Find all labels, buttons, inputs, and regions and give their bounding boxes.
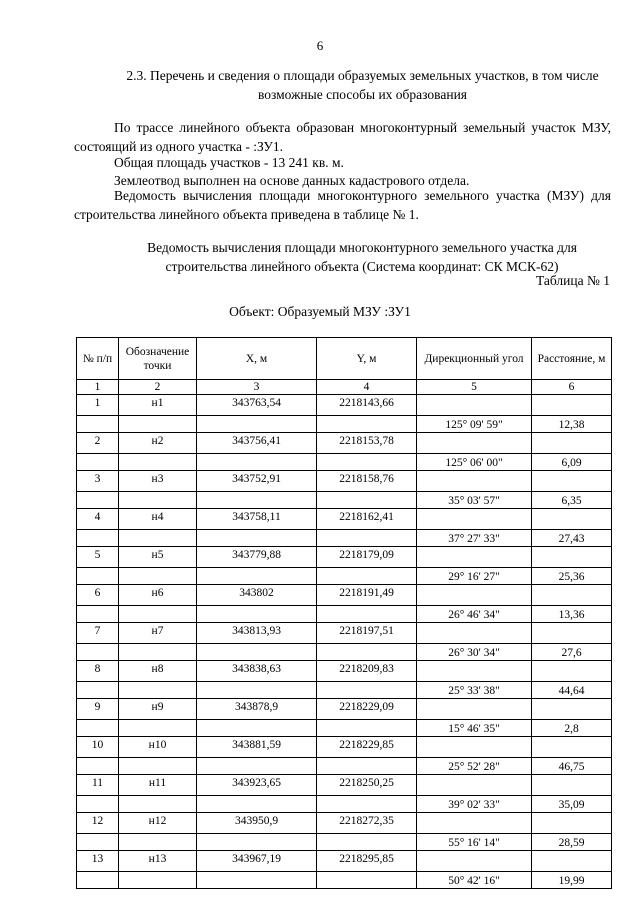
point-index: 2 [77, 433, 119, 454]
empty-cell [417, 509, 532, 530]
segment-distance: 13,36 [532, 606, 612, 623]
empty-cell [532, 813, 612, 834]
empty-cell [197, 606, 317, 623]
segment-row [77, 872, 612, 889]
empty-cell [317, 530, 417, 547]
segment-angle: 125° 09' 59" [417, 416, 532, 433]
empty-cell [119, 796, 197, 813]
segment-angle: 50° 42' 16" [417, 872, 532, 889]
segment-distance: 19,99 [532, 872, 612, 889]
table-caption: Ведомость вычисления площади многоконтурного земельного участка для строительства линейного объекта (Система координат: СК МСК-62) [147, 240, 577, 274]
empty-cell [119, 758, 197, 775]
point-name: н12 [119, 813, 197, 834]
point-x: 343802 [197, 585, 317, 606]
segment-distance: 35,09 [532, 796, 612, 813]
point-y: 2218158,76 [317, 471, 417, 492]
empty-cell [197, 720, 317, 737]
point-y: 2218162,41 [317, 509, 417, 530]
empty-cell [119, 530, 197, 547]
page-number: 6 [316, 38, 324, 53]
empty-cell [417, 813, 532, 834]
point-row [77, 813, 612, 834]
segment-distance: 28,59 [532, 834, 612, 851]
point-y: 2218143,66 [317, 395, 417, 416]
point-row [77, 699, 612, 720]
empty-cell [417, 471, 532, 492]
segment-angle: 26° 30' 34" [417, 644, 532, 661]
empty-cell [77, 454, 119, 471]
point-row [77, 623, 612, 644]
empty-cell [417, 661, 532, 682]
segment-row [77, 834, 612, 851]
empty-cell [317, 644, 417, 661]
empty-cell [317, 492, 417, 509]
point-x: 343763,54 [197, 395, 317, 416]
segment-distance: 46,75 [532, 758, 612, 775]
segment-row [77, 796, 612, 813]
empty-cell [77, 644, 119, 661]
point-x: 343779,88 [197, 547, 317, 568]
empty-cell [77, 834, 119, 851]
empty-cell [532, 395, 612, 416]
segment-distance: 12,38 [532, 416, 612, 433]
empty-cell [317, 454, 417, 471]
empty-cell [317, 834, 417, 851]
point-index: 7 [77, 623, 119, 644]
empty-cell [317, 758, 417, 775]
point-row [77, 585, 612, 606]
segment-angle: 35° 03' 57" [417, 492, 532, 509]
empty-cell [119, 720, 197, 737]
empty-cell [417, 775, 532, 796]
point-row [77, 471, 612, 492]
point-index: 12 [77, 813, 119, 834]
segment-row [77, 568, 612, 585]
point-y: 2218272,35 [317, 813, 417, 834]
empty-cell [197, 796, 317, 813]
point-index: 6 [77, 585, 119, 606]
point-y: 2218295,85 [317, 851, 417, 872]
empty-cell [197, 416, 317, 433]
point-x: 343752,91 [197, 471, 317, 492]
segment-distance: 44,64 [532, 682, 612, 699]
empty-cell [317, 796, 417, 813]
empty-cell [77, 606, 119, 623]
segment-angle: 29° 16' 27" [417, 568, 532, 585]
column-number: 1 [77, 380, 119, 395]
column-number: 4 [317, 380, 417, 395]
header-angle: Дирекционный угол [417, 338, 532, 380]
point-name: н3 [119, 471, 197, 492]
empty-cell [417, 737, 532, 758]
column-number: 3 [197, 380, 317, 395]
point-index: 4 [77, 509, 119, 530]
point-x: 343923,65 [197, 775, 317, 796]
empty-cell [197, 644, 317, 661]
empty-cell [417, 433, 532, 454]
point-index: 1 [77, 395, 119, 416]
empty-cell [77, 758, 119, 775]
point-x: 343878,9 [197, 699, 317, 720]
header-x: X, м [197, 338, 317, 380]
empty-cell [77, 872, 119, 889]
empty-cell [119, 492, 197, 509]
point-index: 13 [77, 851, 119, 872]
point-name: н1 [119, 395, 197, 416]
point-name: н10 [119, 737, 197, 758]
empty-cell [532, 471, 612, 492]
empty-cell [197, 682, 317, 699]
empty-cell [417, 623, 532, 644]
point-name: н5 [119, 547, 197, 568]
point-y: 2218197,51 [317, 623, 417, 644]
point-y: 2218209,83 [317, 661, 417, 682]
empty-cell [317, 872, 417, 889]
point-name: н4 [119, 509, 197, 530]
empty-cell [532, 699, 612, 720]
table-header-row [77, 338, 612, 380]
point-name: н7 [119, 623, 197, 644]
point-row [77, 851, 612, 872]
point-index: 11 [77, 775, 119, 796]
empty-cell [317, 568, 417, 585]
empty-cell [77, 682, 119, 699]
header-point-name: Обозначение точки [119, 338, 197, 380]
segment-angle: 25° 52' 28" [417, 758, 532, 775]
empty-cell [532, 661, 612, 682]
segment-angle: 55° 16' 14" [417, 834, 532, 851]
point-row [77, 547, 612, 568]
point-index: 3 [77, 471, 119, 492]
segment-row [77, 682, 612, 699]
empty-cell [532, 737, 612, 758]
header-index: № п/п [77, 338, 119, 380]
segment-distance: 25,36 [532, 568, 612, 585]
point-y: 2218229,85 [317, 737, 417, 758]
point-x: 343950,9 [197, 813, 317, 834]
segment-row [77, 720, 612, 737]
empty-cell [317, 416, 417, 433]
paragraph-statement: Ведомость вычисления площади многоконтурного земельного участка (МЗУ) для строительства линейного объекта приведена в таблице № 1. [74, 188, 611, 222]
empty-cell [417, 699, 532, 720]
point-name: н8 [119, 661, 197, 682]
segment-row [77, 606, 612, 623]
empty-cell [119, 416, 197, 433]
empty-cell [119, 682, 197, 699]
column-number-row [77, 380, 612, 395]
paragraph-land-allocation: Землеотвод выполнен на основе данных кадастрового отдела. [114, 173, 470, 188]
segment-distance: 2,8 [532, 720, 612, 737]
empty-cell [417, 547, 532, 568]
empty-cell [77, 796, 119, 813]
empty-cell [197, 454, 317, 471]
empty-cell [197, 872, 317, 889]
segment-row [77, 454, 612, 471]
empty-cell [77, 568, 119, 585]
table-body [77, 395, 612, 889]
empty-cell [77, 530, 119, 547]
column-number: 6 [532, 380, 612, 395]
empty-cell [77, 720, 119, 737]
point-x: 343881,59 [197, 737, 317, 758]
empty-cell [317, 682, 417, 699]
paragraph-total-area: Общая площадь участков - 13 241 кв. м. [114, 155, 344, 170]
point-row [77, 661, 612, 682]
point-name: н11 [119, 775, 197, 796]
segment-row [77, 644, 612, 661]
segment-angle: 26° 46' 34" [417, 606, 532, 623]
point-x: 343756,41 [197, 433, 317, 454]
point-index: 9 [77, 699, 119, 720]
point-x: 343813,93 [197, 623, 317, 644]
empty-cell [197, 492, 317, 509]
empty-cell [77, 416, 119, 433]
point-row [77, 395, 612, 416]
coordinates-table [76, 337, 612, 889]
segment-row [77, 758, 612, 775]
segment-row [77, 416, 612, 433]
paragraph-route: По трассе линейного объекта образован многоконтурный земельный участок МЗУ, состоящий из одного участка - :ЗУ1. [74, 120, 611, 154]
point-index: 8 [77, 661, 119, 682]
empty-cell [119, 454, 197, 471]
point-row [77, 433, 612, 454]
empty-cell [317, 720, 417, 737]
point-y: 2218250,25 [317, 775, 417, 796]
segment-angle: 125° 06' 00" [417, 454, 532, 471]
header-y: Y, м [317, 338, 417, 380]
point-index: 10 [77, 737, 119, 758]
empty-cell [417, 585, 532, 606]
segment-row [77, 492, 612, 509]
section-title: 2.3. Перечень и сведения о площади образуемых земельных участков, в том числе возможные способы их образования [126, 68, 599, 102]
empty-cell [417, 851, 532, 872]
point-x: 343758,11 [197, 509, 317, 530]
column-number: 5 [417, 380, 532, 395]
empty-cell [532, 547, 612, 568]
empty-cell [119, 834, 197, 851]
segment-distance: 6,35 [532, 492, 612, 509]
empty-cell [197, 568, 317, 585]
empty-cell [77, 492, 119, 509]
point-row [77, 775, 612, 796]
empty-cell [532, 775, 612, 796]
empty-cell [197, 530, 317, 547]
segment-distance: 27,6 [532, 644, 612, 661]
point-name: н6 [119, 585, 197, 606]
point-y: 2218179,09 [317, 547, 417, 568]
empty-cell [532, 851, 612, 872]
point-name: н2 [119, 433, 197, 454]
empty-cell [317, 606, 417, 623]
point-name: н9 [119, 699, 197, 720]
empty-cell [532, 585, 612, 606]
object-title: Объект: Образуемый МЗУ :ЗУ1 [229, 304, 411, 319]
empty-cell [119, 568, 197, 585]
empty-cell [197, 758, 317, 775]
point-row [77, 509, 612, 530]
empty-cell [532, 623, 612, 644]
empty-cell [532, 433, 612, 454]
segment-angle: 39° 02' 33" [417, 796, 532, 813]
empty-cell [119, 606, 197, 623]
column-number: 2 [119, 380, 197, 395]
table-number: Таблица № 1 [536, 273, 610, 288]
empty-cell [119, 644, 197, 661]
point-row [77, 737, 612, 758]
empty-cell [417, 395, 532, 416]
point-index: 5 [77, 547, 119, 568]
header-distance: Расстояние, м [532, 338, 612, 380]
empty-cell [532, 509, 612, 530]
segment-distance: 27,43 [532, 530, 612, 547]
segment-angle: 15° 46' 35" [417, 720, 532, 737]
point-y: 2218191,49 [317, 585, 417, 606]
empty-cell [197, 834, 317, 851]
point-x: 343838,63 [197, 661, 317, 682]
point-y: 2218229,09 [317, 699, 417, 720]
point-x: 343967,19 [197, 851, 317, 872]
segment-row [77, 530, 612, 547]
point-y: 2218153,78 [317, 433, 417, 454]
segment-distance: 6,09 [532, 454, 612, 471]
segment-angle: 37° 27' 33" [417, 530, 532, 547]
point-name: н13 [119, 851, 197, 872]
empty-cell [119, 872, 197, 889]
segment-angle: 25° 33' 38" [417, 682, 532, 699]
